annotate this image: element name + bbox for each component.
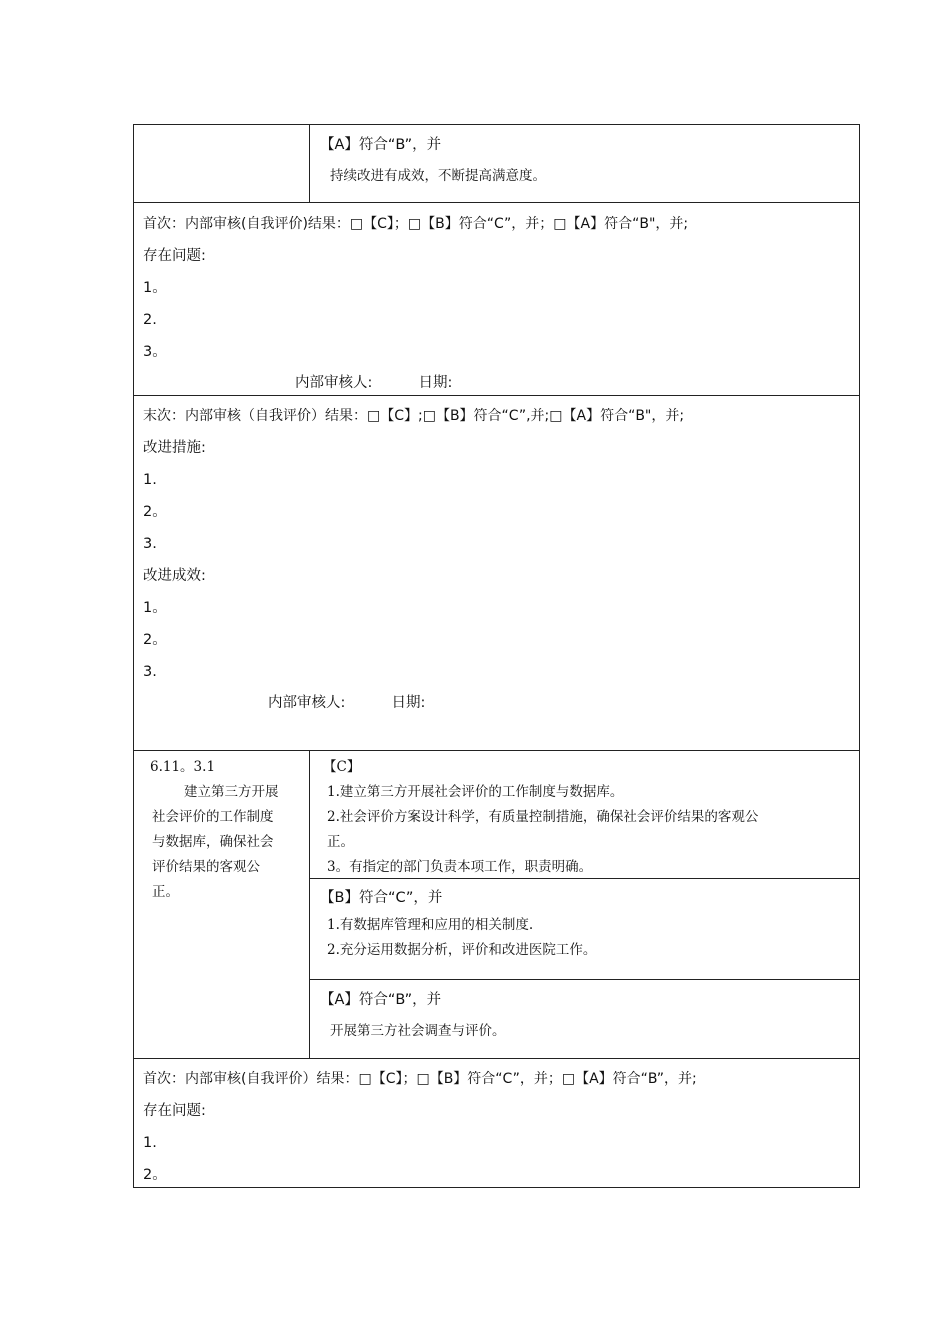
level-a-heading: 【A】符合“B”，并 — [320, 137, 442, 153]
level-c-heading: 【C】 — [323, 759, 361, 775]
clause-text-line: 建立第三方开展 — [184, 784, 279, 800]
clause-number: 6.11。3.1 — [150, 759, 216, 775]
measure-item: 2。 — [143, 504, 167, 520]
problem-item: 3。 — [143, 344, 167, 360]
problem-item: 1. — [143, 1135, 157, 1151]
signature-line: 内部审核人: 日期: — [268, 695, 426, 711]
first-review-result: 首次：内部审核(自我评价)结果：□【C】；□【B】符合“C”，并；□【A】符合“B"，并; — [143, 216, 689, 232]
row-divider — [309, 878, 860, 879]
problem-item: 2. — [143, 312, 157, 328]
level-b-item: 1.有数据库管理和应用的相关制度. — [327, 917, 534, 933]
row-divider — [133, 750, 860, 751]
column-divider — [309, 124, 310, 202]
level-c-item: 1.建立第三方开展社会评价的工作制度与数据库。 — [327, 784, 624, 800]
level-b-item: 2.充分运用数据分析，评价和改进医院工作。 — [327, 942, 597, 958]
level-a-text: 持续改进有成效，不断提高满意度。 — [330, 168, 546, 184]
level-c-item: 正。 — [327, 834, 354, 850]
clause-text-line: 社会评价的工作制度 — [152, 809, 274, 825]
measures-label: 改进措施: — [143, 440, 206, 456]
row-divider — [133, 395, 860, 396]
effect-item: 3. — [143, 664, 157, 680]
problem-item: 1。 — [143, 280, 167, 296]
effect-item: 1。 — [143, 600, 167, 616]
row-divider — [133, 202, 860, 203]
clause-text-line: 评价结果的客观公 — [152, 859, 260, 875]
last-review-result: 末次：内部审核（自我评价）结果：□【C】;□【B】符合“C”,并;□【A】符合“B"，并; — [143, 408, 685, 424]
column-divider — [309, 750, 310, 1058]
problems-label: 存在问题: — [143, 1103, 206, 1119]
measure-item: 3. — [143, 536, 157, 552]
level-b-heading: 【B】符合“C”，并 — [320, 890, 443, 906]
level-c-item: 3。有指定的部门负责本项工作，职责明确。 — [327, 859, 593, 875]
row-divider — [309, 979, 860, 980]
problem-item: 2。 — [143, 1167, 167, 1183]
signature-line: 内部审核人: 日期: — [295, 375, 453, 391]
measure-item: 1. — [143, 472, 157, 488]
level-a-heading: 【A】符合“B”，并 — [320, 992, 442, 1008]
first-review-result: 首次：内部审核(自我评价）结果：□【C】；□【B】符合“C”，并；□【A】符合“B”，并; — [143, 1071, 697, 1087]
row-divider — [133, 1058, 860, 1059]
clause-text-line: 正。 — [152, 884, 179, 900]
problems-label: 存在问题: — [143, 248, 206, 264]
level-c-item: 2.社会评价方案设计科学，有质量控制措施，确保社会评价结果的客观公 — [327, 809, 759, 825]
effect-item: 2。 — [143, 632, 167, 648]
effects-label: 改进成效: — [143, 568, 206, 584]
clause-text-line: 与数据库，确保社会 — [152, 834, 274, 850]
level-a-text: 开展第三方社会调查与评价。 — [330, 1023, 506, 1039]
